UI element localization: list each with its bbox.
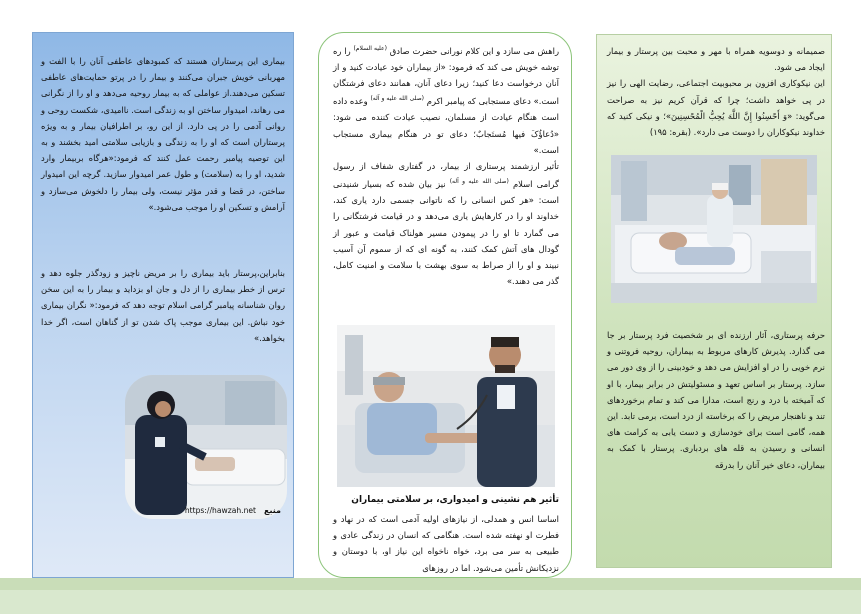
source-label: منبع [264, 505, 281, 515]
right-paragraph-3: حرفه پرستاری، آثار ارزنده ای بر شخصیت فرد پرستار بر جا می گذارد. پذیرش کارهای مربوط به بیماران، روحیه فروتنی و نرم خویی را در او افزایش می دهد و خودبینی را از وی دور می سازد. پرستار بر اساس تعهد و مسئولیتش در برابر بیمار، با او که آمیخته با درد و رنج است، مدارا می کند و تمام برخوردهای تند و ناهنجار مریض را که برخاسته از درد است، برمی تابد. این همه، گامی است برای خودسازی و دست یابی به کرامت های انسانی و رسیدن به قله های بردباری. پرستار با کمک به بیماران، دعای خیر آنان را بدرقه [607, 330, 825, 470]
source-line [151, 503, 281, 517]
middle-panel-text-top [333, 41, 559, 289]
right-paragraph-2: این نیکوکاری افزون بر محبوبیت اجتماعی، رضایت الهی را نیز در پی خواهد داشت؛ چرا که قرآن کریم نیز به صراحت می‌گوید: «وَ أَحْسِنُوا إِنَّ اللَّهَ یُحِبُّ الْمُحْسِنِینَ»؛ و نیکی کنید که خداوند نیکوکاران را دوست می دارد». (بقره: ۱۹۵) [607, 78, 825, 138]
middle-panel [318, 32, 572, 578]
right-panel-text-bottom [607, 327, 825, 473]
honorific-mark: (صلی الله علیه و آله) [370, 95, 425, 103]
honorific-mark: (صلی الله علیه و آله) [449, 178, 509, 186]
bottom-green-band [0, 578, 861, 614]
source-url[interactable]: https://hawzah.net [184, 505, 257, 515]
left-panel-text-middle [41, 265, 285, 346]
right-panel [596, 34, 832, 568]
middle-panel-text-bottom [333, 511, 559, 576]
middle-paragraph-3: اساسا انس و همدلی، از نیازهای اولیه آدمی است که در نهاد و فطرت او نهفته شده است. هنگامی که انسان در زندگی عادی و طبیعی به سر می برد، خواه ناخواه این نیاز او، با دوستان و نزدیکانش تأمین می‌شود. اما در روزهای [333, 514, 559, 573]
middle-paragraph-1-part-b: را ره توشه خویش می کند که فرمود: «از بیماران خود عیادت کنید و از آنان درخواست دعا کنید؛ زیرا دعای آنان، همانند دعای فرشتگان است.» دعای مستجابی که پیامبر اکرم [333, 45, 559, 107]
left-paragraph-1: بیماری این پرستاران هستند که کمبودهای عاطفی آنان را با الفت و مهربانی خویش جبران می‌کنند و بیمار را در پرتو حمایت‌های عاطفی تسکین می‌دهند.از عواملی که به بیمار روحیه می‌دهد و او را از نگرانی می رهاند، امیدوار ساختن او به زندگی است. ناامیدی، شکست روحی و روانی آدمی را در پی دارد. از این رو، بر اطرافیان بیمار و به ویژه پرستاران است که او را به زندگی و بازیابی سلامتی امید بخشند و به این توصیه پیامبر رحمت عمل کنند که فرمود:«هرگاه بربیمار وارد شدید، او را به (سلامت) و طول عمر امیدوار سازید. گرچه این امیدوار ساختن، در قضا و قدر مؤثر نیست، ولی بیمار را دلخوش می‌سازد و آرامش و تسکین او را موجب می‌شود.» [41, 56, 285, 212]
middle-paragraph-2-part-b: نیز بیان شده که بسیار شنیدنی است: «هر کس انسانی را که ناتوانی جسمی دارد یاری کند، خداوند او را در کارهایش یاری می‌دهد و در قیامت فرشتگانی را می گمارد تا او را در پیمودن مسیر هولناک قیامت و عبور از گودال های آتش کمک کنند، به گونه ای که از سموم آن آسیب نبیند و او را از صراط به سوی بهشت با سلامت و امنیت کامل، گذر می دهند.» [333, 179, 559, 287]
left-paragraph-2: بنابراین،پرستار باید بیماری را بر مریض ناچیز و زودگذر جلوه دهد و ترس از خطر بیماری را از دل و جان او بزداید و بیمار را به این سخن روان شناسانه پیامبر گرامی اسلام توجه دهد که فرمود:« نگران بیماری خود نباش. این بیماری موجب پاک شدن تو از گناهان است، اگر خدا بخواهد.» [41, 268, 285, 343]
left-panel-text-top [41, 53, 285, 215]
middle-paragraph-2-part-a: تأثیر ارزشمند پرستاری از بیمار، در گفتاری شفاف از رسول گرامی اسلام [333, 161, 559, 190]
hospital-ward-photo [611, 155, 817, 303]
doctor-patient-photo [337, 325, 555, 487]
section-heading: تأثیر هم نشینی و امیدواری، بر سلامتی بیماران [351, 495, 559, 505]
middle-paragraph-1-part-a: راهش می سازد و این کلام نورانی حضرت صادق [389, 45, 559, 56]
nurse-bedside-photo [125, 375, 287, 519]
middle-paragraph-1 [333, 41, 559, 158]
right-panel-text-top [607, 43, 825, 140]
honorific-mark: (علیه السلام) [353, 45, 387, 52]
middle-paragraph-1-part-c: وعده داده است هنگام عیادت از مسلمان، نصیب عیادت کننده می شود: «دُعاؤُکَ فیها مُستَجابٌ؛ دعای تو در هنگام بیماری مستجاب است.» [333, 96, 559, 155]
right-paragraph-1: صمیمانه و دوسویه همراه با مهر و محبت بین پرستار و بیمار ایجاد می شود. [607, 46, 825, 73]
left-panel [32, 32, 294, 578]
middle-paragraph-2 [333, 158, 559, 289]
